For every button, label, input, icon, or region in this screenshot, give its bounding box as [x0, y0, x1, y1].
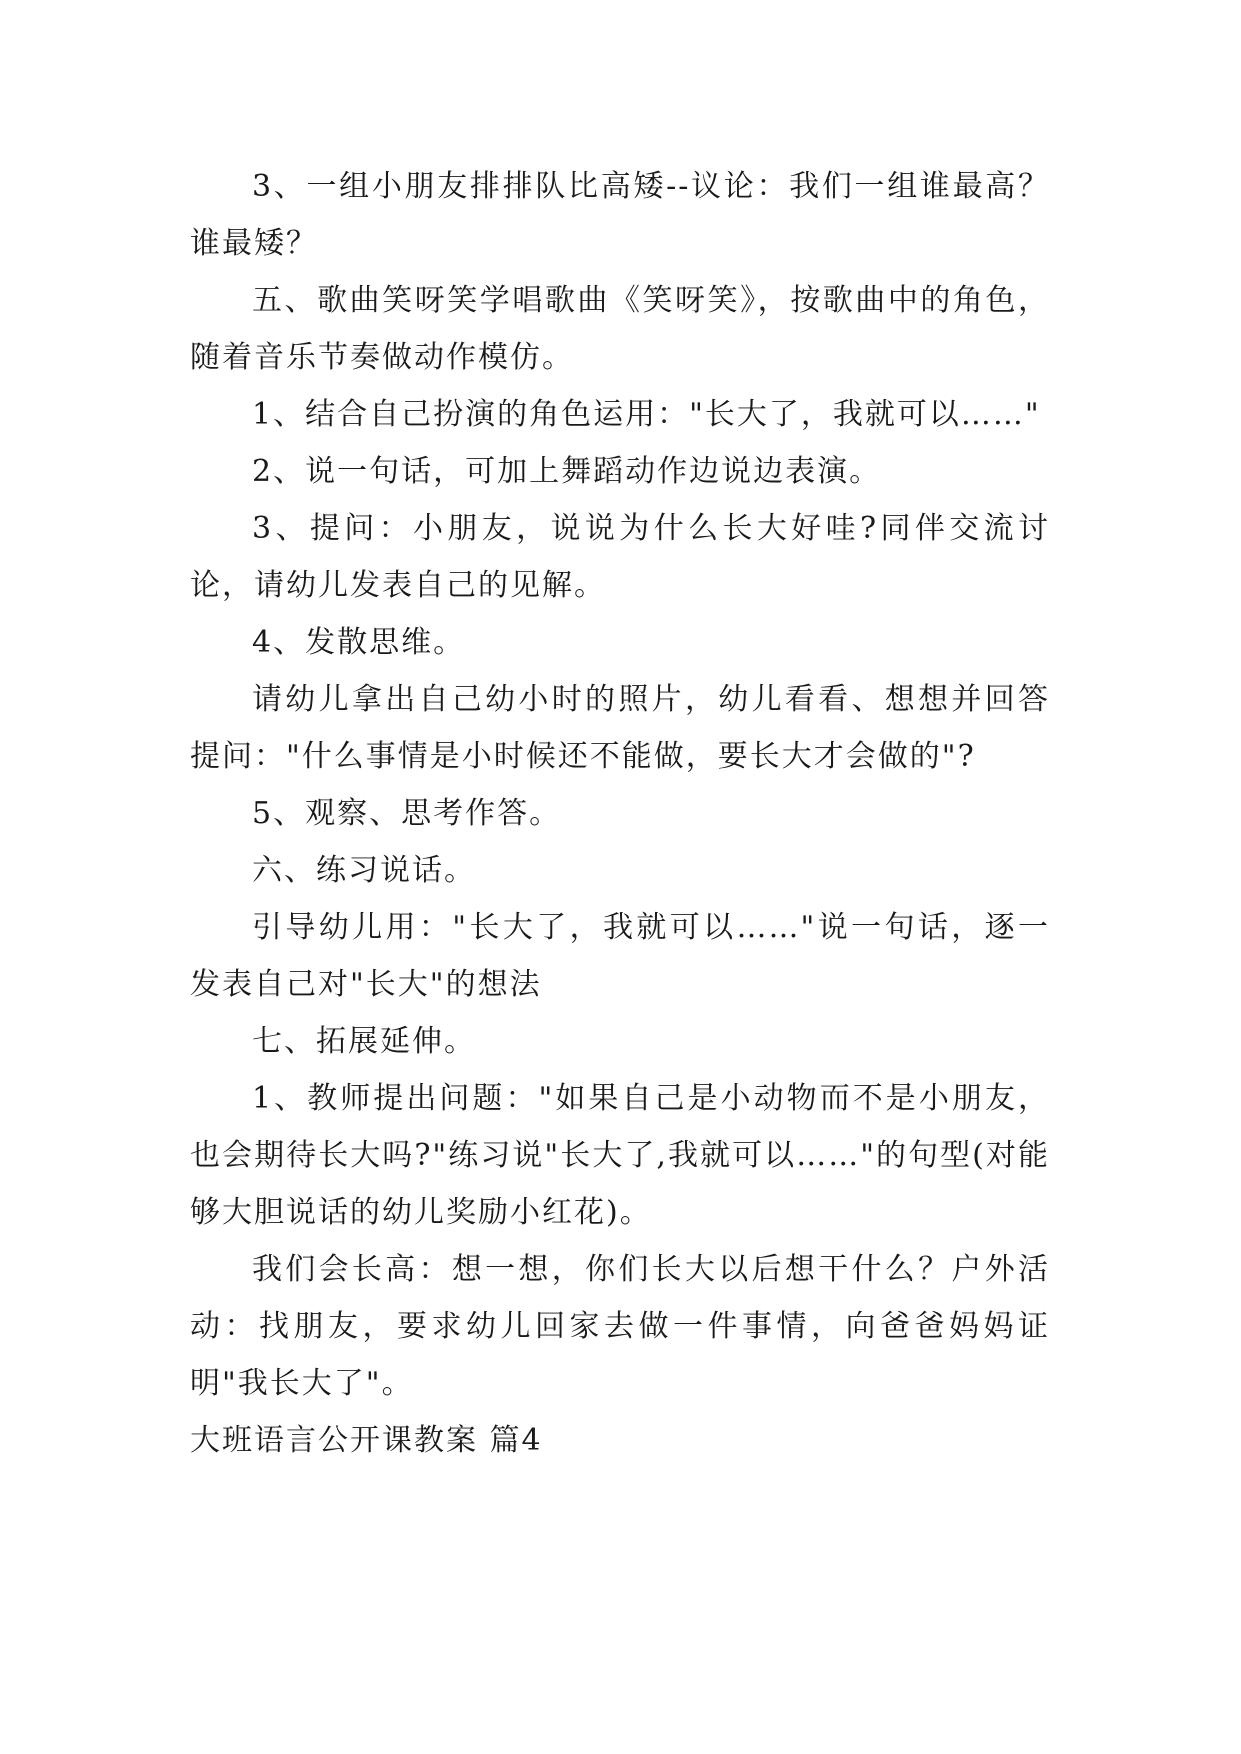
paragraph: 3、一组小朋友排排队比高矮--议论：我们一组谁最高？谁最矮？	[190, 169, 1050, 261]
section-heading: 大班语言公开课教案 篇4	[190, 1423, 543, 1458]
paragraph: 5、观察、思考作答。	[252, 796, 562, 831]
paragraph: 2、说一句话，可加上舞蹈动作边说边表演。	[252, 454, 882, 489]
paragraph: 1、结合自己扮演的角色运用："长大了，我就可以……"	[252, 397, 1041, 432]
paragraph: 六、练习说话。	[252, 853, 476, 888]
paragraph: 引导幼儿用："长大了，我就可以……"说一句话，逐一发表自己对"长大"的想法	[190, 910, 1050, 1002]
paragraph: 1、教师提出问题："如果自己是小动物而不是小朋友，也会期待长大吗?"练习说"长大了,我就可以……"的句型(对能够大胆说话的幼儿奖励小红花)。	[190, 1081, 1050, 1230]
document-body	[190, 158, 1050, 1469]
paragraph: 请幼儿拿出自己幼小时的照片，幼儿看看、想想并回答提问："什么事情是小时候还不能做，要长大才会做的"?	[190, 682, 1050, 774]
paragraph: 我们会长高：想一想，你们长大以后想干什么？户外活动：找朋友，要求幼儿回家去做一件事情，向爸爸妈妈证明"我长大了"。	[190, 1252, 1050, 1401]
paragraph: 五、歌曲笑呀笑学唱歌曲《笑呀笑》，按歌曲中的角色，随着音乐节奏做动作模仿。	[190, 283, 1050, 375]
paragraph: 3、提问：小朋友，说说为什么长大好哇?同伴交流讨论，请幼儿发表自己的见解。	[190, 511, 1050, 603]
paragraph: 4、发散思维。	[252, 625, 466, 660]
paragraph: 七、拓展延伸。	[252, 1024, 476, 1059]
